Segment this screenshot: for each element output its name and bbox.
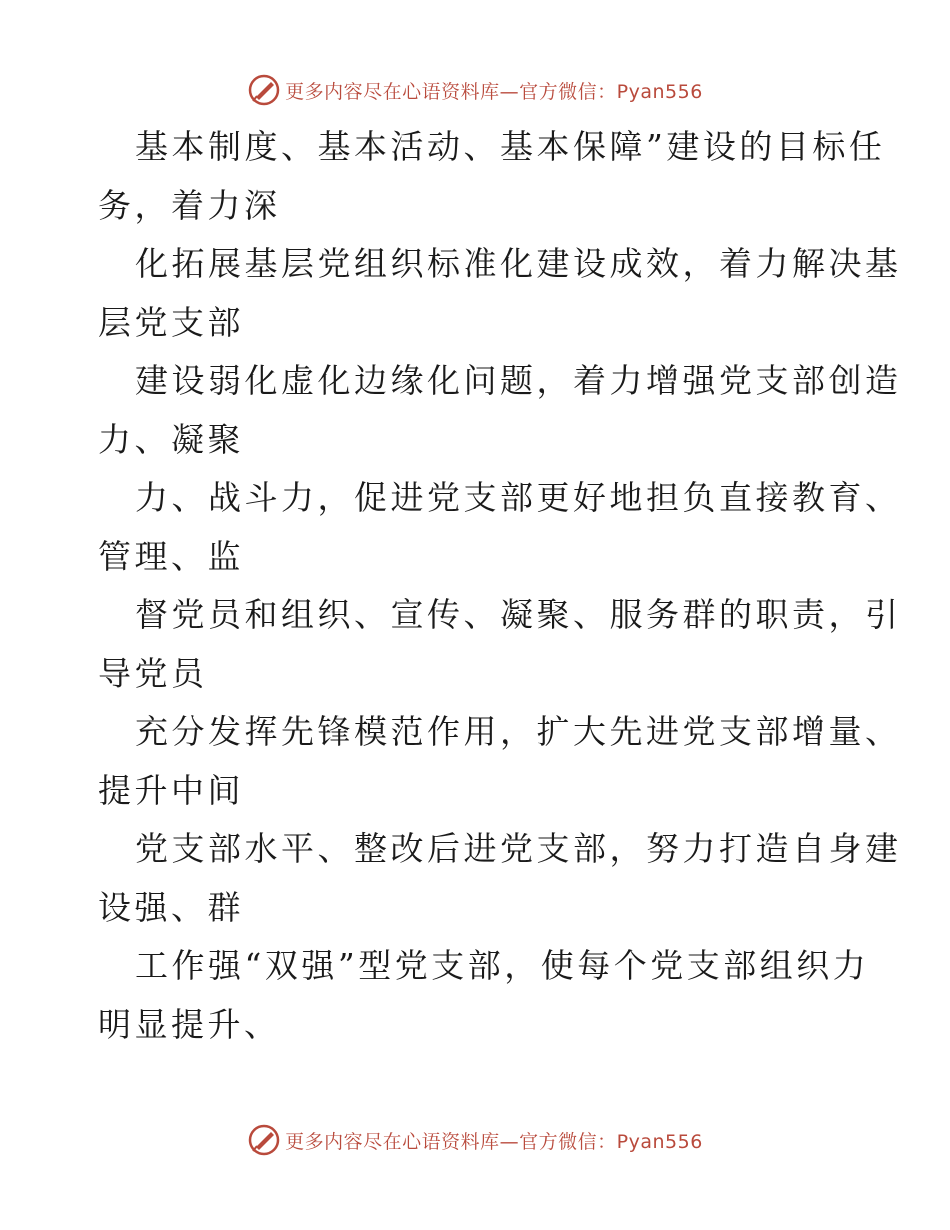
text-line: 管理、监: [98, 536, 244, 576]
text-line: 基本制度、基本活动、基本保障”建设的目标任: [135, 127, 886, 166]
header-banner: [0, 70, 950, 110]
text-line: 督党员和组织、宣传、凝聚、服务群的职责，引: [135, 595, 902, 634]
text-line: 层党支部: [98, 302, 244, 342]
text-line: 设强、群: [98, 887, 244, 927]
text-line: 力、战斗力，促进党支部更好地担负直接教育、: [135, 478, 902, 517]
footer-banner: [0, 1120, 950, 1160]
quill-seal-icon: [247, 1123, 281, 1157]
text-line: 工作强“双强”型党支部，使每个党支部组织力: [135, 946, 870, 985]
text-line: 化拓展基层党组织标准化建设成效，着力解决基: [135, 244, 902, 283]
text-line: 明显提升、: [98, 1004, 281, 1044]
text-line: 建设弱化虚化边缘化问题，着力增强党支部创造: [135, 361, 902, 400]
header-banner-text: 更多内容尽在心语资料库—官方微信：Pyan556: [285, 80, 703, 103]
footer-banner-text: 更多内容尽在心语资料库—官方微信：Pyan556: [285, 1130, 703, 1153]
text-line: 务，着力深: [98, 185, 281, 225]
text-line: 充分发挥先锋模范作用，扩大先进党支部增量、: [135, 712, 902, 751]
text-line: 党支部水平、整改后进党支部，努力打造自身建: [135, 829, 902, 868]
text-line: 导党员: [98, 653, 208, 693]
text-line: 提升中间: [98, 770, 244, 810]
text-line: 力、凝聚: [98, 419, 244, 459]
document-body: [98, 118, 902, 1054]
quill-seal-icon: [247, 73, 281, 107]
